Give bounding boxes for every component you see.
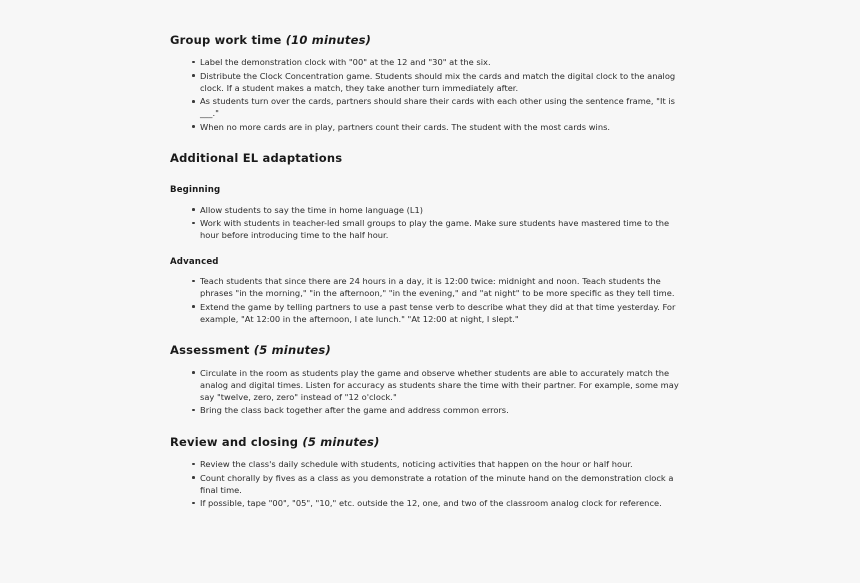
bullet-list-advanced — [170, 275, 682, 325]
heading-duration: (10 minutes) — [285, 33, 372, 47]
list-item: Bring the class back together after the game and address common errors. — [170, 404, 682, 416]
spacer — [170, 175, 682, 185]
heading-assessment — [170, 343, 682, 357]
list-item: Review the class's daily schedule with students, noticing activities that happen on the hour or half hour. — [170, 458, 682, 470]
heading-text: Review and closing — [170, 434, 303, 449]
heading-additional-el-adaptations — [170, 151, 682, 165]
heading-duration: (5 minutes) — [253, 343, 331, 358]
bullet-list-beginning — [170, 204, 682, 242]
list-item: Extend the game by telling partners to use a past tense verb to describe what they did at that time yesterday. For example, "At 12:00 in the afternoon, I ate lunch." "At 12:00 at night, I slept." — [170, 301, 682, 325]
heading-group-work-time — [170, 33, 682, 47]
list-item: If possible, tape "00", "05", "10," etc. outside the 12, one, and two of the classroom analog clock for reference. — [170, 497, 682, 509]
bullet-list-assessment — [170, 367, 682, 417]
spacer — [170, 243, 682, 257]
spacer — [170, 134, 682, 151]
bullet-list-group-work-time — [170, 56, 682, 133]
list-item: As students turn over the cards, partners should share their cards with each other using the sentence frame, "It is ___." — [170, 95, 682, 119]
list-item: Count chorally by fives as a class as you demonstrate a rotation of the minute hand on the demonstration clock a final time. — [170, 472, 682, 496]
section-additional-el-adaptations — [170, 151, 682, 324]
section-group-work-time — [170, 33, 682, 133]
list-item: Teach students that since there are 24 hours in a day, it is 12:00 twice: midnight and noon. Teach students the phrases "in the morning," "in the afternoon," "in the evening," and "at night" to be more specific as they tell time. — [170, 275, 682, 299]
list-item: When no more cards are in play, partners count their cards. The student with the most cards wins. — [170, 121, 682, 133]
spacer — [170, 326, 682, 343]
heading-text: Assessment — [170, 343, 254, 358]
section-review-and-closing — [170, 435, 682, 509]
list-item: Distribute the Clock Concentration game. Students should mix the cards and match the digital clock to the analog clock. If a student makes a match, they take another turn immediately after. — [170, 70, 682, 94]
spacer — [170, 418, 682, 435]
bullet-list-review-and-closing — [170, 458, 682, 509]
heading-text: Additional EL adaptations — [170, 151, 343, 166]
heading-text: Group work time — [170, 33, 286, 47]
subheading-beginning: Beginning — [170, 184, 221, 195]
list-item: Allow students to say the time in home language (L1) — [170, 204, 682, 216]
subheading-advanced: Advanced — [170, 256, 219, 267]
list-item: Work with students in teacher-led small groups to play the game. Make sure students have mastered time to the hour before introducing time to the half hour. — [170, 217, 682, 241]
document-content — [170, 33, 682, 511]
heading-review-and-closing — [170, 435, 682, 449]
heading-duration: (5 minutes) — [302, 434, 380, 449]
list-item: Label the demonstration clock with "00" at the 12 and "30" at the six. — [170, 56, 682, 68]
subsection-beginning — [170, 185, 682, 241]
section-assessment — [170, 343, 682, 416]
list-item: Circulate in the room as students play the game and observe whether students are able to accurately match the analog and digital times. Listen for accuracy as students share the time with their partner. For example, some may say "twelve, zero, zero" instead of "12 o'clock." — [170, 367, 682, 403]
subsection-advanced — [170, 257, 682, 325]
